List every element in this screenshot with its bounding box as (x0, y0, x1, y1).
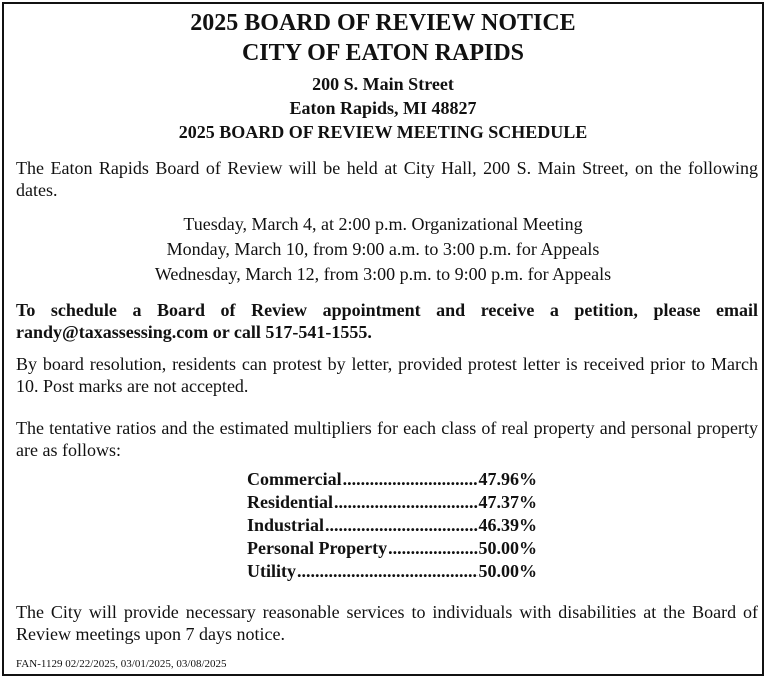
ratio-value: 50.00% (478, 561, 537, 581)
ratio-row (247, 538, 537, 561)
leader-dots (388, 538, 477, 559)
public-notice (2, 2, 764, 676)
ratio-row (247, 469, 537, 492)
schedule-heading: 2025 BOARD OF REVIEW MEETING SCHEDULE (178, 122, 588, 142)
ratio-value: 46.39% (478, 515, 537, 535)
address-city: Eaton Rapids, MI 48827 (289, 98, 477, 118)
meeting-date-3: Wednesday, March 12, from 3:00 p.m. to 9:00 p.m. for Appeals (154, 264, 612, 284)
ratio-list (247, 469, 537, 584)
ratio-label: Utility (247, 561, 296, 581)
ratio-value: 47.37% (478, 492, 537, 512)
ratio-value: 50.00% (478, 538, 537, 558)
ratios-intro-paragraph: The tentative ratios and the estimated multipliers for each class of real property and personal property are as follows: (16, 418, 758, 460)
ratio-row (247, 561, 537, 584)
appointment-paragraph: To schedule a Board of Review appointment and receive a petition, please email randy@taxassessing.com or call 517-541-1555. (16, 300, 758, 342)
intro-paragraph: The Eaton Rapids Board of Review will be held at City Hall, 200 S. Main Street, on the following dates. (16, 158, 758, 200)
city-name: CITY OF EATON RAPIDS (241, 40, 525, 66)
address-street: 200 S. Main Street (312, 74, 454, 94)
ratio-value: 47.96% (478, 469, 537, 489)
leader-dots (334, 492, 477, 513)
ratio-row (247, 492, 537, 515)
ratio-row (247, 515, 537, 538)
ratio-label: Commercial (247, 469, 342, 489)
disability-paragraph: The City will provide necessary reasonable services to individuals with disabilities at the Board of Review meetings upon 7 days notice. (16, 602, 758, 644)
publication-footer: FAN-1129 02/22/2025, 03/01/2025, 03/08/2025 (16, 658, 227, 670)
ratio-label: Personal Property (247, 538, 388, 558)
ratio-label: Residential (247, 492, 334, 512)
ratio-label: Industrial (247, 515, 325, 535)
meeting-date-2: Monday, March 10, from 9:00 a.m. to 3:00 p.m. for Appeals (166, 239, 600, 259)
notice-title: 2025 BOARD OF REVIEW NOTICE (190, 10, 576, 36)
resolution-paragraph: By board resolution, residents can protest by letter, provided protest letter is received prior to March 10. Post marks are not accepted. (16, 354, 758, 396)
meeting-date-1: Tuesday, March 4, at 2:00 p.m. Organizational Meeting (183, 214, 583, 234)
leader-dots (325, 515, 477, 536)
leader-dots (343, 469, 478, 490)
leader-dots (297, 561, 478, 582)
